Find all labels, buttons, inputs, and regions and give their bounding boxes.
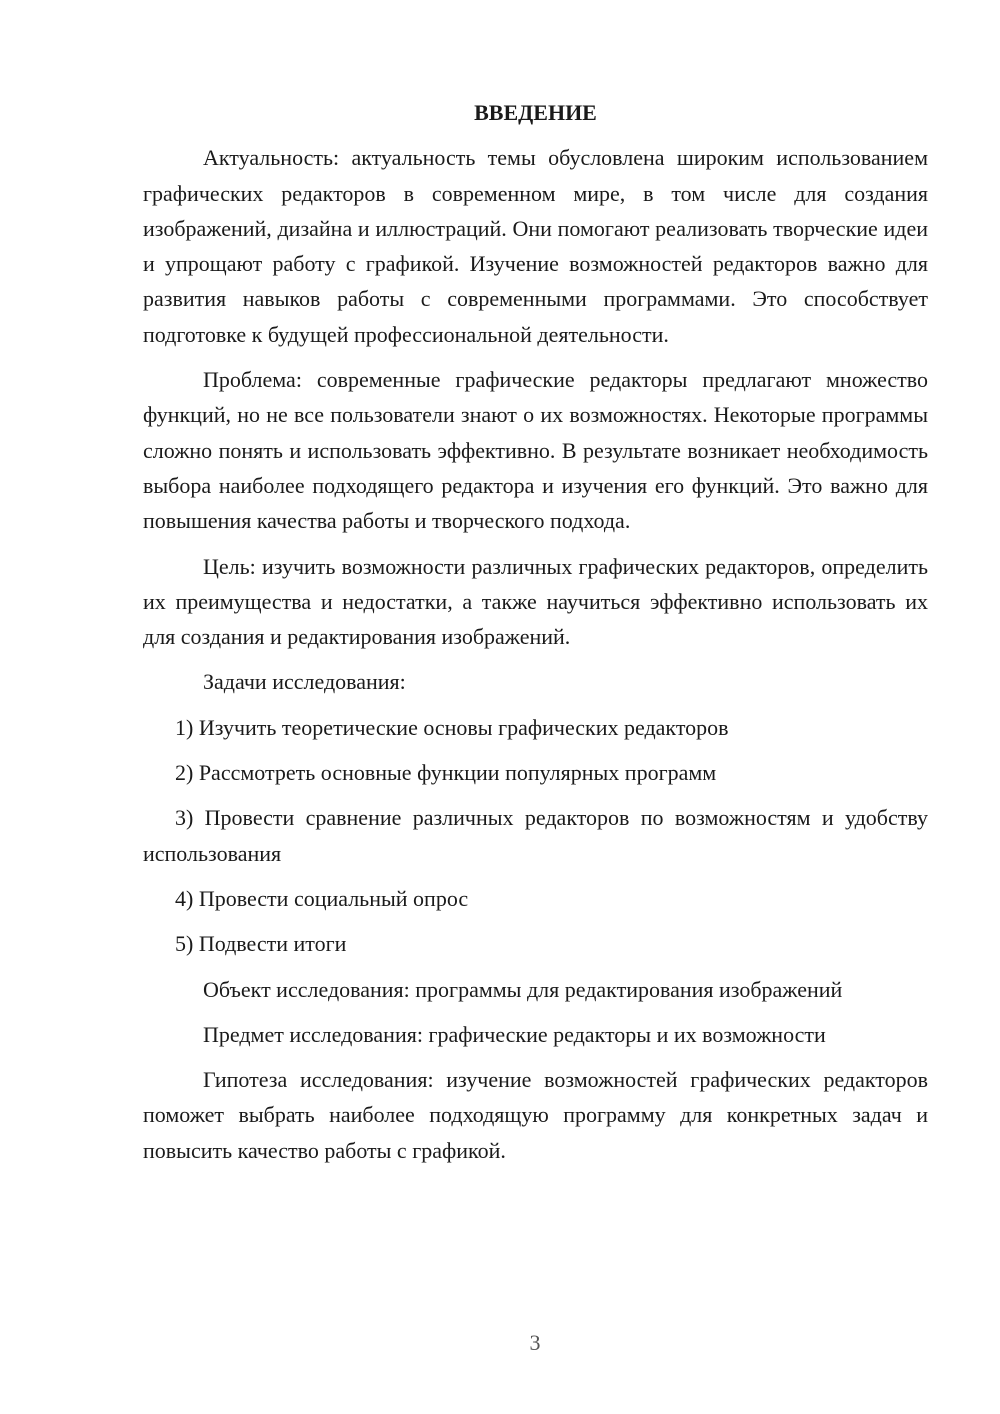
goal-paragraph: Цель: изучить возможности различных графических редакторов, определить их преимущества и недостатки, а также научиться эффективно использовать их для создания и редактирования изображений. — [143, 553, 928, 650]
page-number: 3 — [529, 1330, 541, 1355]
task-item: 3) Провести сравнение различных редакторов по возможностям и удобству использования — [143, 805, 928, 866]
object-paragraph: Объект исследования: программы для редактирования изображений — [203, 976, 843, 1002]
relevance-paragraph: Актуальность: актуальность темы обусловлена широким использованием графических редакторов в современном мире, в том числе для создания изображений, дизайна и иллюстраций. Они помогают реализовать творческие идеи и упрощают работу с графикой. Изучение возможностей редакторов важно для развития навыков работы с современными программами. Это способствует подготовке к будущей профессиональной деятельности. — [143, 145, 928, 347]
page-title: ВВЕДЕНИЕ — [474, 100, 597, 125]
hypothesis-paragraph: Гипотеза исследования: изучение возможностей графических редакторов поможет выбрать наиболее подходящую программу для конкретных задач и повысить качество работы с графикой. — [143, 1067, 928, 1163]
task-item: 4) Провести социальный опрос — [175, 885, 469, 911]
tasks-heading: Задачи исследования: — [203, 669, 406, 695]
document-page — [143, 95, 928, 1178]
problem-paragraph: Проблема: современные графические редакторы предлагают множество функций, но не все пользователи знают о их возможностях. Некоторые программы сложно понять и использовать эффективно. В результате возникает необходимость выбора наиболее подходящего редактора и изучения его функций. Это важно для повышения качества работы и творческого подхода. — [143, 367, 928, 534]
task-item: 2) Рассмотреть основные функции популярных программ — [175, 760, 717, 786]
task-item: 1) Изучить теоретические основы графических редакторов — [175, 714, 729, 740]
subject-paragraph: Предмет исследования: графические редакторы и их возможности — [203, 1021, 826, 1047]
task-item: 5) Подвести итоги — [175, 931, 347, 957]
